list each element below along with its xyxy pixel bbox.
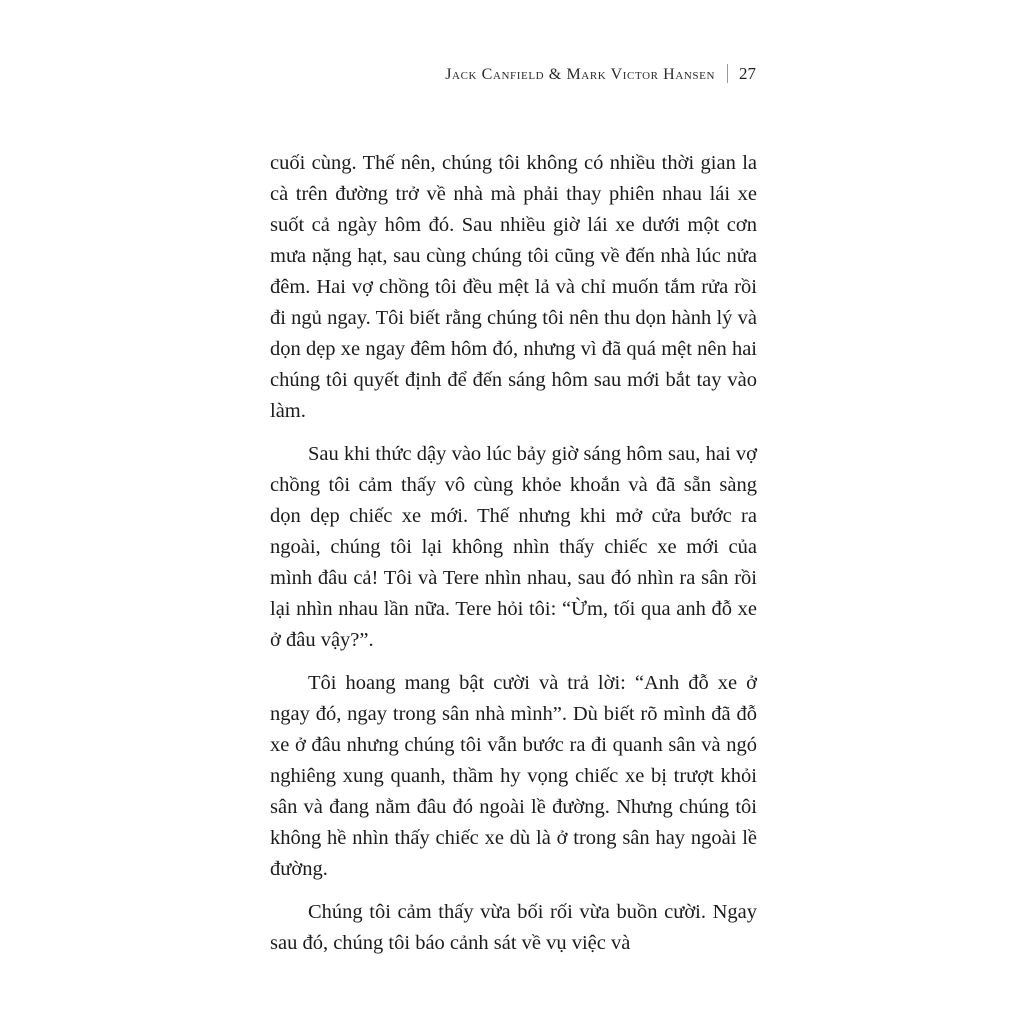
running-head-authors: Jack Canfield & Mark Victor Hansen bbox=[445, 66, 715, 83]
running-head bbox=[270, 64, 756, 84]
paragraph: Sau khi thức dậy vào lúc bảy giờ sáng hôm sau, hai vợ chồng tôi cảm thấy vô cùng khỏe khoắn và đã sẵn sàng dọn dẹp chiếc xe mới. Thế nhưng khi mở cửa bước ra ngoài, chúng tôi lại không nhìn thấy chiếc xe mới của mình đâu cả! Tôi và Tere nhìn nhau, sau đó nhìn ra sân rồi lại nhìn nhau lần nữa. Tere hỏi tôi: “Ừm, tối qua anh đỗ xe ở đâu vậy?”. bbox=[270, 443, 757, 651]
page-number: 27 bbox=[739, 64, 756, 83]
header-divider bbox=[727, 64, 728, 83]
paragraph: Chúng tôi cảm thấy vừa bối rối vừa buồn cười. Ngay sau đó, chúng tôi báo cảnh sát về vụ việc và bbox=[270, 901, 757, 954]
body-text-block bbox=[270, 148, 757, 959]
paragraph: Tôi hoang mang bật cười và trả lời: “Anh đỗ xe ở ngay đó, ngay trong sân nhà mình”. Dù biết rõ mình đã đỗ xe ở đâu nhưng chúng tôi vẫn bước ra đi quanh sân và ngó nghiêng xung quanh, thầm hy vọng chiếc xe bị trượt khỏi sân và đang nằm đâu đó ngoài lề đường. Nhưng chúng tôi không hề nhìn thấy chiếc xe dù là ở trong sân hay ngoài lề đường. bbox=[270, 672, 757, 880]
paragraph: cuối cùng. Thế nên, chúng tôi không có nhiều thời gian la cà trên đường trở về nhà mà phải thay phiên nhau lái xe suốt cả ngày hôm đó. Sau nhiều giờ lái xe dưới một cơn mưa nặng hạt, sau cùng chúng tôi cũng về đến nhà lúc nửa đêm. Hai vợ chồng tôi đều mệt lả và chỉ muốn tắm rửa rồi đi ngủ ngay. Tôi biết rằng chúng tôi nên thu dọn hành lý và dọn dẹp xe ngay đêm hôm đó, nhưng vì đã quá mệt nên hai chúng tôi quyết định để đến sáng hôm sau mới bắt tay vào làm. bbox=[270, 152, 757, 422]
